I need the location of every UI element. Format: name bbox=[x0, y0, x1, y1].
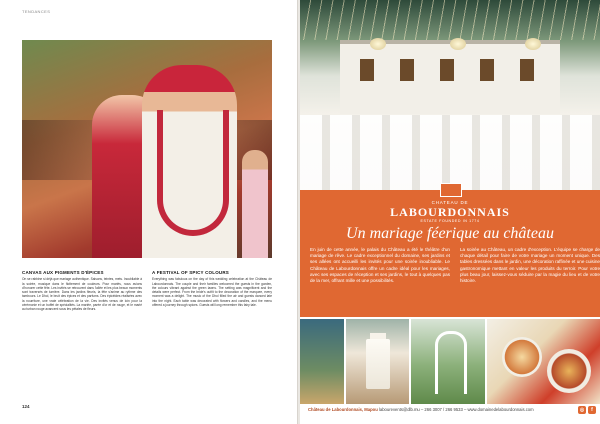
chandelier bbox=[370, 38, 386, 50]
article-title: Un mariage féerique au château bbox=[346, 225, 554, 242]
chateau-facade bbox=[340, 40, 560, 114]
dining-tables bbox=[300, 115, 600, 190]
thumb-arch-photo bbox=[411, 319, 485, 404]
column-heading-english: A FESTIVAL OF SPICY COLOURS bbox=[152, 270, 229, 275]
dish bbox=[547, 349, 591, 393]
logo-chateau-de: CHATEAU DE bbox=[431, 200, 469, 205]
chandelier bbox=[525, 38, 541, 50]
instagram-icon[interactable]: ◎ bbox=[579, 407, 585, 413]
photo-garland bbox=[157, 110, 229, 236]
chandelier bbox=[450, 38, 466, 50]
wedding-cake bbox=[366, 339, 390, 389]
right-page bbox=[300, 0, 600, 424]
footer-text bbox=[308, 407, 534, 412]
window bbox=[360, 59, 374, 81]
column-body-french: On se rabbine si déjà que mariage authentique. Saisons, teintes, mets. Inoubliable à la soirée, musique dans le flottement de couleurs. Pour mariés, nous avions d'honorer cette fête. Les invités se retrouvent dans l'allée et les plus beaux moments sont traversés de lumière. Dans les jardins fleuris, la fête s'anime au rythme des tambours. Le Dhol, le bruit des épices et des parfums. Des épicéides réalisées avec la nourriture, une vraie célébration de la vie. Des invités venus de loin pour la cérémonie et un buffet de spécialités. La mariée, parée d'or et de rouge, et le marié au turban rouge avancent sous les pétales de fleurs. bbox=[22, 277, 142, 312]
thumb-cake-photo bbox=[346, 319, 409, 404]
article-column-left: En juin de cette année, le palais du Château a été le théâtre d'un mariage de rêve. Le cadre exceptionnel du domaine, ses jardins et ses allées ont accueilli les invités pour une soirée inoubliable. Le Château de Labourdonnais offre un cadre idéal pour les mariages, avec ses espaces de réception et ses jardins, le tout à quelques pas de la mer, offrant mille et une possibilités. bbox=[310, 247, 450, 284]
window bbox=[480, 59, 494, 81]
wedding-couple-photo bbox=[22, 40, 272, 258]
article-column-english bbox=[152, 271, 272, 307]
wedding-arch bbox=[435, 331, 467, 394]
facebook-icon[interactable]: f bbox=[588, 406, 596, 414]
dish bbox=[502, 337, 542, 377]
column-heading-french: CANVAS AUX PIGMENTS D'ÉPICES bbox=[22, 270, 104, 275]
logo-estate-tagline: ESTATE FOUNDED IN 1774 bbox=[420, 219, 480, 223]
thumb-food-photo bbox=[487, 319, 600, 404]
page-number: 124 bbox=[22, 404, 30, 409]
window bbox=[520, 59, 534, 81]
photo-girl bbox=[242, 150, 268, 258]
logo-labourdonnais: LABOURDONNAIS bbox=[390, 205, 510, 219]
article-column-french bbox=[22, 271, 142, 312]
chateau-logo-icon bbox=[440, 183, 462, 197]
page-footer bbox=[300, 404, 600, 424]
photo-strip bbox=[300, 319, 600, 404]
footer-name: Château de Labourdonnais, Mapou bbox=[308, 407, 378, 412]
footer-contact: labourevents@dlb.mu – 266 3007 / 266 9533 – www.domainedelabourdonnais.com bbox=[378, 407, 534, 412]
thumb-garden-photo bbox=[300, 319, 344, 404]
string-lights bbox=[300, 0, 600, 40]
window bbox=[440, 59, 454, 81]
chateau-reception-photo bbox=[300, 0, 600, 190]
left-page bbox=[0, 0, 298, 424]
window bbox=[400, 59, 414, 81]
article-column-right: La soirée au Château, un cadre d'exception. L'équipe se charge de chaque détail pour faire de votre mariage un moment unique. Des tables dressées dans le jardin, une décoration raffinée et une cuisine gastronomique mettant en valeur les produits du terroir. Pour votre plus beau jour, laissez-vous séduire par la magie du lieu et de votre histoire. bbox=[460, 247, 600, 284]
column-body-english: Everything was fabulous on the day of this wedding celebration at the Château de Labourdonnais. The couple and their families welcomed the guests in the garden, the colours vibrant against the green lawns. The setting was magnificent and the details were perfect. From the bride's outfit to the decoration of the marquee, every moment was a delight. The music of the Dhol filled the air and guests danced late into the night. Each table was decorated with flowers and candles, and the menu offered a journey through spices. Guests will long remember this fairy tale. bbox=[152, 277, 272, 308]
article-panel bbox=[300, 190, 600, 317]
section-tag: TENDANCES bbox=[22, 9, 51, 14]
